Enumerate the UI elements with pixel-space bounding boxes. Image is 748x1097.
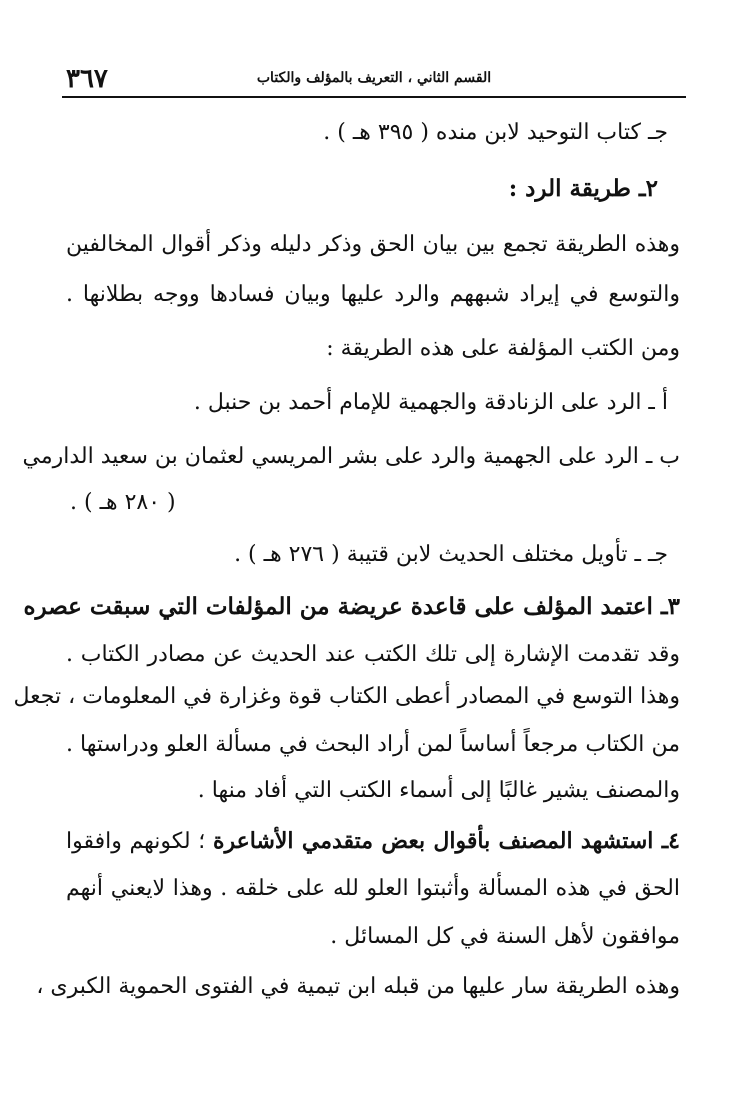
list-item-ibn-mandah: جـ كتاب التوحيد لابن منده ( ٣٩٥ هـ ) .: [323, 120, 668, 145]
section-heading-3: ٣ـ اعتمد المؤلف على قاعدة عريضة من المؤلفات التي سبقت عصره: [23, 593, 680, 620]
paragraph-line: ومن الكتب المؤلفة على هذه الطريقة :: [326, 336, 680, 361]
paragraph-line: وقد تقدمت الإشارة إلى تلك الكتب عند الحديث عن مصادر الكتاب .: [66, 642, 680, 667]
page-number: ٣٦٧: [66, 64, 108, 94]
list-item-darimi: ب ـ الرد على الجهمية والرد على بشر المريسي لعثمان بن سعيد الدارمي: [22, 444, 680, 469]
header-title: القسم الثاني ، التعريف بالمؤلف والكتاب: [256, 70, 492, 86]
section-heading-4: [66, 824, 680, 859]
paragraph-line: وهذا التوسع في المصادر أعطى الكتاب قوة وغزارة في المعلومات ، تجعل: [13, 684, 680, 709]
paragraph-line: وهذه الطريقة سار عليها من قبله ابن تيمية في الفتوى الحموية الكبرى ،: [36, 974, 680, 999]
paragraph-line: والمصنف يشير غالبًا إلى أسماء الكتب التي أفاد منها .: [197, 778, 680, 803]
paragraph-line: الحق في هذه المسألة وأثبتوا العلو لله على خلقه . وهذا لايعني أنهم: [66, 876, 680, 901]
list-item-darimi-date: ( ٢٨٠ هـ ) .: [70, 490, 176, 515]
list-item-ibn-qutaybah: جـ ـ تأويل مختلف الحديث لابن قتيبة ( ٢٧٦ هـ ) .: [234, 542, 668, 567]
section-heading-2: ٢ـ طريقة الرد :: [508, 175, 658, 202]
list-item-ahmad: أ ـ الرد على الزنادقة والجهمية للإمام أحمد بن حنبل .: [193, 390, 668, 415]
paragraph-line: والتوسع في إيراد شبههم والرد عليها وبيان فسادها ووجه بطلانها .: [66, 282, 680, 307]
paragraph-line: من الكتاب مرجعاً أساساً لمن أراد البحث في مسألة العلو ودراستها .: [66, 732, 680, 757]
paragraph-line: موافقون لأهل السنة في كل المسائل .: [330, 924, 680, 949]
section-heading-4-rest: ؛ لكونهم وافقوا: [66, 829, 213, 854]
paragraph-line: وهذه الطريقة تجمع بين بيان الحق وذكر دليله وذكر أقوال المخالفين: [66, 232, 680, 257]
section-heading-4-bold: ٤ـ استشهد المصنف بأقوال بعض متقدمي الأشاعرة: [212, 828, 680, 854]
running-header: [62, 58, 686, 98]
